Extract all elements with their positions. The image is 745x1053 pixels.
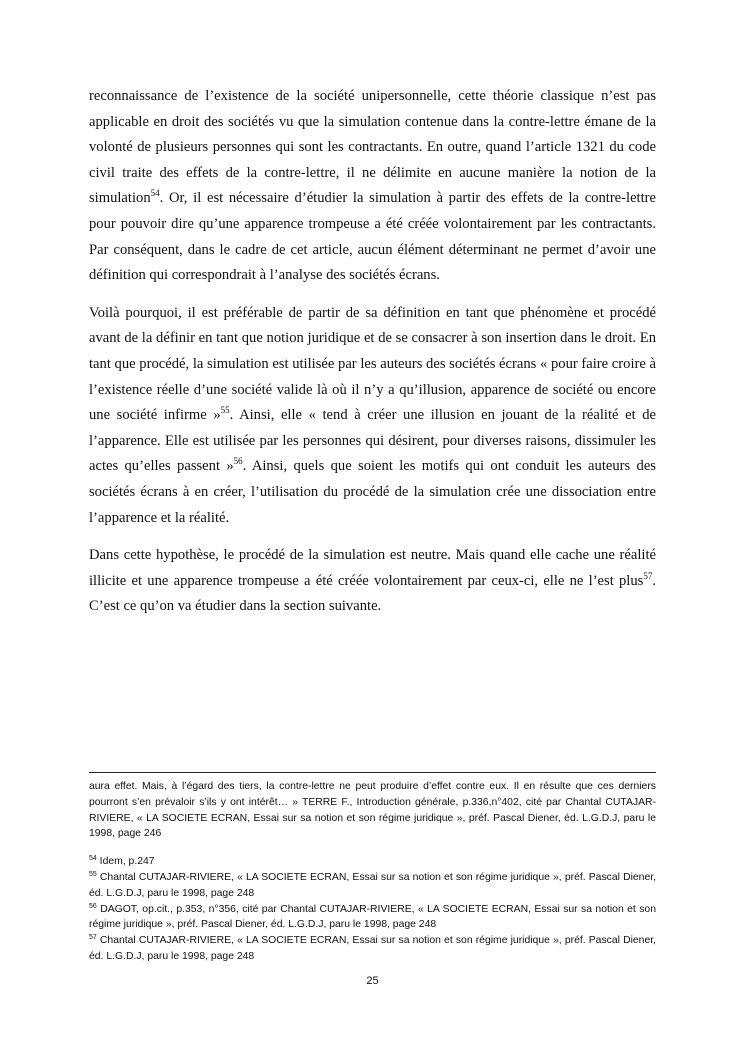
footnotes [89, 779, 656, 965]
footnote-text: Idem, p.247 [96, 856, 155, 868]
page-number: 25 [366, 975, 379, 987]
footnote-text: DAGOT, op.cit., p.353, n°356, cité par Chantal CUTAJAR-RIVIERE, « LA SOCIETE ECRAN, Essai sur sa notion et son régime juridique », préf. Pascal Diener, éd. L.G.D.J, paru le 1998, page 248 [89, 903, 656, 931]
footnote-ref-55[interactable]: 55 [220, 405, 230, 416]
paragraph [89, 301, 656, 531]
footnote-57 [89, 933, 656, 965]
text-segment: . Or, il est nécessaire d’étudier la simulation à partir des effets de la contre-lettre pour pouvoir dire qu’une apparence trompeuse a été créée volontairement par les contractants. Par conséquent, dans le cadre de cet article, aucun élément déterminant ne permet d’avoir une définition qui correspondrait à l’analyse des sociétés écrans. [89, 190, 656, 284]
footnote-ref-57[interactable]: 57 [643, 570, 653, 581]
footnote-gap [89, 842, 656, 854]
text-segment: . C’est ce qu’on va étudier dans la section suivante. [89, 572, 656, 615]
text-segment: Voilà pourquoi, il est préférable de partir de sa définition en tant que phénomène et procédé avant de la définir en tant que notion juridique et de se consacrer à son insertion dans le droit. En tant que procédé, la simulation est utilisée par les auteurs des sociétés écrans « pour faire croire à l’existence réelle d’une société valide là où il n’y a qu’illusion, apparence de société ou encore une société infirme » [89, 304, 656, 424]
text-segment: Dans cette hypothèse, le procédé de la simulation est neutre. Mais quand elle cache une réalité illicite et une apparence trompeuse a été créée volontairement par ceux-ci, elle ne l’est plus [89, 547, 656, 589]
footnote-54 [89, 854, 656, 870]
footnote-text: Chantal CUTAJAR-RIVIERE, « LA SOCIETE ECRAN, Essai sur sa notion et son régime juridique », préf. Pascal Diener, éd. L.G.D.J, paru le 1998, page 248 [89, 871, 656, 899]
footnote-number: 57 [89, 934, 97, 942]
text-segment: . Ainsi, elle « tend à créer une illusion en jouant de la réalité et de l’apparence. Elle est utilisée par les personnes qui désirent, pour diverses raisons, dissimuler les actes qu’elles passent » [89, 407, 656, 475]
footnote-ref-54[interactable]: 54 [150, 188, 160, 199]
footnote-number: 54 [89, 855, 97, 863]
footnote-separator [89, 772, 656, 773]
footnote-ref-56[interactable]: 56 [233, 456, 243, 467]
footnote-text: Chantal CUTAJAR-RIVIERE, « LA SOCIETE ECRAN, Essai sur sa notion et son régime juridique », préf. Pascal Diener, éd. L.G.D.J, paru le 1998, page 248 [89, 935, 656, 962]
footnote-continuation: aura effet. Mais, à l’égard des tiers, la contre-lettre ne peut produire d’effet contre eux. Il en résulte que ces derniers pourront s’en prévaloir s’ils y ont intérêt… » TERRE F., Introduction générale, p.336,n°402, cité par Chantal CUTAJAR-RIVIERE, « LA SOCIETE ECRAN, Essai sur sa notion et son régime juridique », préf. Pascal Diener, éd. L.G.D.J, paru le 1998, page 246 [89, 781, 656, 840]
body-text [89, 84, 656, 632]
footnote-number: 55 [89, 870, 97, 878]
paragraph [89, 543, 656, 620]
footnote-55 [89, 870, 656, 902]
text-segment: reconnaissance de l’existence de la société unipersonnelle, cette théorie classique n’est pas applicable en droit des sociétés vu que la simulation contenue dans la contre-lettre émane de la volonté de plusieurs personnes qui sont les contractants. En outre, quand l’article 1321 du code civil traite des effets de la contre-lettre, il ne délimite en aucune manière la notion de la simulation [89, 88, 656, 207]
footnote-56 [89, 902, 656, 934]
footnote-number: 56 [89, 902, 97, 910]
text-segment: . Ainsi, quels que soient les motifs qui ont conduit les auteurs des sociétés écrans à en créer, l’utilisation du procédé de la simulation crée une dissociation entre l’apparence et la réalité. [89, 458, 656, 526]
paragraph [89, 84, 656, 289]
